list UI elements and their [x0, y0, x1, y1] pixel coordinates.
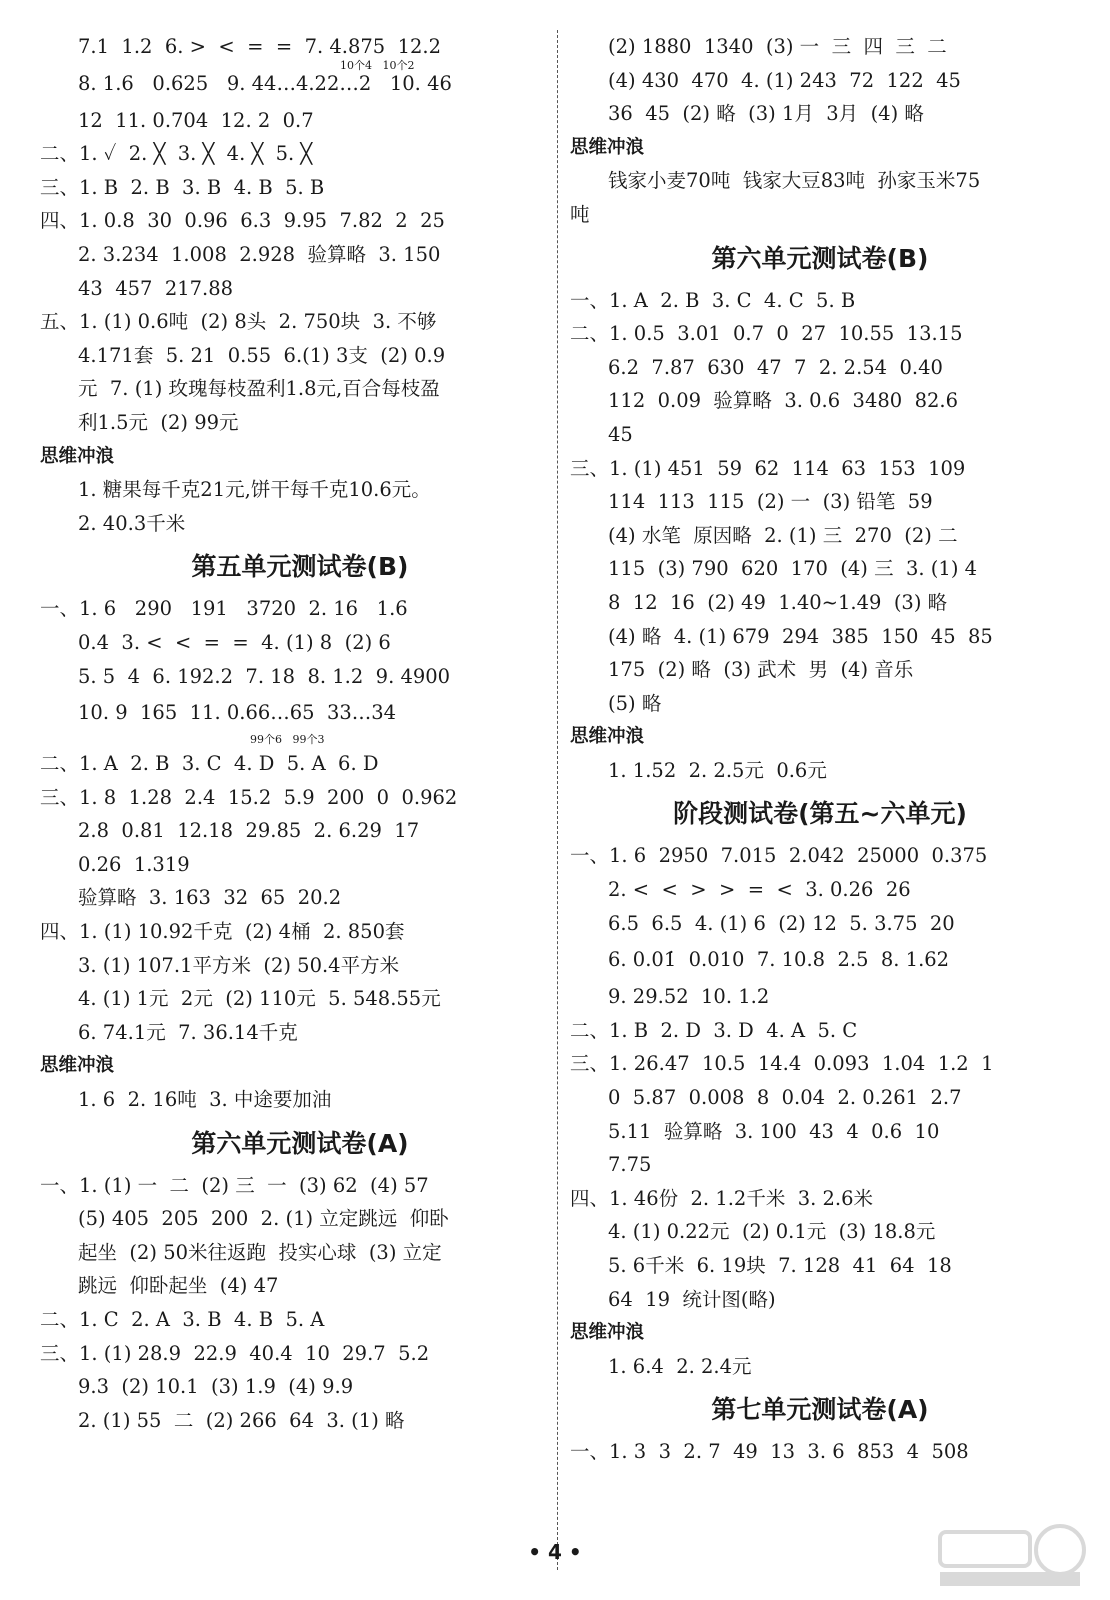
answer-line: 三、1. 8 1.28 2.4 15.2 5.9 200 0 0.962	[40, 785, 458, 809]
subsection-label: 思维冲浪	[40, 445, 115, 467]
answer-line: 2.8 0.81 12.18 29.85 2. 6.29 17	[78, 819, 420, 843]
answer-line: (4) 430 470 4. (1) 243 72 122 45	[608, 68, 961, 92]
answer-line: 跳远 仰卧起坐 (4) 47	[78, 1274, 279, 1298]
answer-line: 吨	[570, 202, 590, 226]
subsection-label: 思维冲浪	[570, 136, 645, 158]
answer-line: 三、1. B 2. B 3. B 4. B 5. B	[40, 175, 325, 199]
answer-line: 36 45 (2) 略 (3) 1月 3月 (4) 略	[608, 102, 924, 126]
answer-line: 一、1. 6 290 191 3720 2. 16 1.6	[40, 597, 408, 621]
answer-line: 四、1. 46份 2. 1.2千米 3. 2.6米	[570, 1186, 874, 1210]
answer-line: 5.11 验算略 3. 100 43 4 0.6 10	[608, 1119, 940, 1143]
answer-line: 1. 糖果每千克21元,饼干每千克10.6元。	[78, 478, 431, 502]
answer-line: 利1.5元 (2) 99元	[78, 410, 239, 434]
answer-line: 175 (2) 略 (3) 武术 男 (4) 音乐	[608, 658, 914, 682]
answer-line: 115 (3) 790 620 170 (4) 三 3. (1) 4	[608, 557, 978, 581]
answer-line: 三、1. (1) 28.9 22.9 40.4 10 29.7 5.2	[40, 1341, 430, 1365]
answer-line: 6. 0.01̇ 0.010 7. 10.8 2.5 8. 1.62	[608, 948, 950, 972]
answer-line: 4. (1) 1元 2元 (2) 110元 5. 548.55元	[78, 987, 441, 1011]
subsection-label: 思维冲浪	[570, 726, 645, 748]
answer-line: 元 7. (1) 玫瑰每枝盈利1.8元,百合每枝盈	[78, 377, 440, 401]
section-heading: 阶段测试卷(第五~六单元)	[673, 799, 967, 829]
answer-line: 四、1. (1) 10.92千克 (2) 4桶 2. 850套	[40, 920, 405, 944]
answer-line: 45	[608, 422, 633, 446]
answer-line: 2. (1) 55 二 (2) 266 64 3. (1) 略	[78, 1408, 405, 1432]
answer-line: 钱家小麦70吨 钱家大豆83吨 孙家玉米75	[608, 169, 981, 193]
answer-line: 验算略 3. 163 32 65 20.2	[78, 886, 342, 910]
answer-line: (4) 水笔 原因略 2. (1) 三 270 (2) 二	[608, 523, 958, 547]
answer-line: 4.171套 5. 21 0.55 6.(1) 3支 (2) 0.9	[78, 343, 446, 367]
answer-line: 64 19 统计图(略)	[608, 1287, 776, 1311]
answer-line: 43 457 217.88	[78, 276, 234, 300]
answer-line: (5) 略	[608, 691, 662, 715]
answer-line: 6.2 7.87 630 47 7 2. 2.54 0.40	[608, 355, 943, 379]
section-heading: 第六单元测试卷(A)	[191, 1128, 409, 1158]
answer-line: 一、1. 3 3 2. 7 49 13 3. 6 853 4 508	[570, 1440, 969, 1464]
answer-line: 7.1 1.2 6. > < = = 7. 4.875 12.2	[78, 35, 442, 58]
answer-line: (5) 405 205 200 2. (1) 立定跳远 仰卧	[78, 1207, 449, 1231]
answer-line: 112 0.09 验算略 3. 0.6 3480 82.6	[608, 389, 958, 413]
answer-line: 0.4 3. < < = = 4. (1) 8 (2) 6	[78, 630, 391, 654]
subsection-label: 思维冲浪	[40, 1055, 115, 1077]
answer-line: 9. 29.52 10. 1.2	[608, 985, 770, 1009]
answer-line: 3. (1) 107.1平方米 (2) 50.4平方米	[78, 953, 400, 977]
answer-line: 三、1. 26.47 10.5 14.4 0.093 1.04 1.2 1	[570, 1052, 994, 1076]
answer-line: 0.26 1.319	[78, 852, 190, 876]
answer-line: 二、1. A 2. B 3. C 4. D 5. A 6. D	[40, 752, 379, 776]
annotation-note: 10个4 10个2	[340, 58, 415, 72]
left-column	[40, 30, 560, 1437]
answer-line: 8. 1.6 0.625 9. 44…4.22…2 10. 46	[78, 71, 452, 95]
answer-line: 0 5.87 0.008 8 0.04 2. 0.261 2.7	[608, 1086, 962, 1110]
answer-line: 7.75	[608, 1153, 652, 1177]
subsection-label: 思维冲浪	[570, 1322, 645, 1344]
section-heading: 第六单元测试卷(B)	[711, 243, 929, 273]
answer-line: 12 11. 0.704 12. 2 0.7	[78, 108, 314, 132]
answer-line: 6. 74.1元 7. 36.14千克	[78, 1020, 298, 1044]
answer-line: 2. 3.234 1.008 2.928 验算略 3. 150	[78, 242, 441, 266]
answer-line: 1. 1.52 2. 2.5元 0.6元	[608, 758, 827, 782]
answer-line: 一、1. A 2. B 3. C 4. C 5. B	[570, 288, 856, 312]
answer-line: 五、1. (1) 0.6吨 (2) 8头 2. 750块 3. 不够	[40, 310, 437, 334]
answer-line: 起坐 (2) 50米往返跑 投实心球 (3) 立定	[78, 1240, 442, 1264]
answer-line: (4) 略 4. (1) 679 294 385 150 45 85	[608, 624, 993, 648]
answer-line: 5. 6千米 6. 19块 7. 128 41 64 18	[608, 1254, 952, 1277]
answer-line: 二、1. B 2. D 3. D 4. A 5. C	[570, 1018, 858, 1042]
section-heading: 第七单元测试卷(A)	[711, 1395, 929, 1425]
answer-line: 一、1. (1) 一 二 (2) 三 一 (3) 62 (4) 57	[40, 1173, 429, 1197]
answer-line: 1. 6 2. 16吨 3. 中途要加油	[78, 1088, 332, 1112]
answer-line: 114 113 115 (2) 一 (3) 铅笔 59	[608, 490, 933, 514]
watermark-logo	[930, 1522, 1090, 1592]
annotation-note: 99个6 99个3	[250, 733, 325, 747]
answer-line: 10. 9 165 11. 0.66…65 33…34	[78, 701, 397, 725]
section-heading: 第五单元测试卷(B)	[191, 552, 409, 582]
answer-line: (2) 1880 1340 (3) 一 三 四 三 二	[608, 35, 947, 58]
answer-line: 2. < < > > = < 3. 0.26 26	[608, 878, 911, 902]
answer-line: 二、1. 0.5 3.01 0.7 0 27 10.55 13.15	[570, 322, 963, 346]
answer-line: 三、1. (1) 451 59 62 114 63 153 109	[570, 456, 966, 480]
answer-line: 5. 5 4 6. 192.2 7. 18 8. 1.2 9. 4900	[78, 664, 451, 688]
answer-line: 8 12 16 (2) 49 1.40~1.49 (3) 略	[608, 590, 948, 614]
answer-line: 1. 6.4 2. 2.4元	[608, 1354, 752, 1378]
answer-line: 4. (1) 0.22元 (2) 0.1元 (3) 18.8元	[608, 1220, 936, 1244]
right-column	[570, 30, 1070, 1469]
answer-line: 2. 40.3千米	[78, 511, 186, 535]
page-number: • 4 •	[528, 1540, 582, 1564]
answer-line: 二、1. C 2. A 3. B 4. B 5. A	[40, 1308, 325, 1331]
answer-line: 一、1. 6 2950 7.015 2.042 25000 0.375	[570, 844, 988, 868]
answer-line: 9.3 (2) 10.1 (3) 1.9 (4) 9.9	[78, 1375, 354, 1399]
answer-line: 二、1. ✓ 2. ╳ 3. ╳ 4. ╳ 5. ╳	[40, 142, 313, 166]
answer-line: 四、1. 0.8 30 0.96 6.3 9.95 7.82 2 25	[40, 209, 445, 233]
answer-line: 6.5 6.5 4. (1) 6 (2) 12 5. 3.75 20	[608, 911, 955, 935]
